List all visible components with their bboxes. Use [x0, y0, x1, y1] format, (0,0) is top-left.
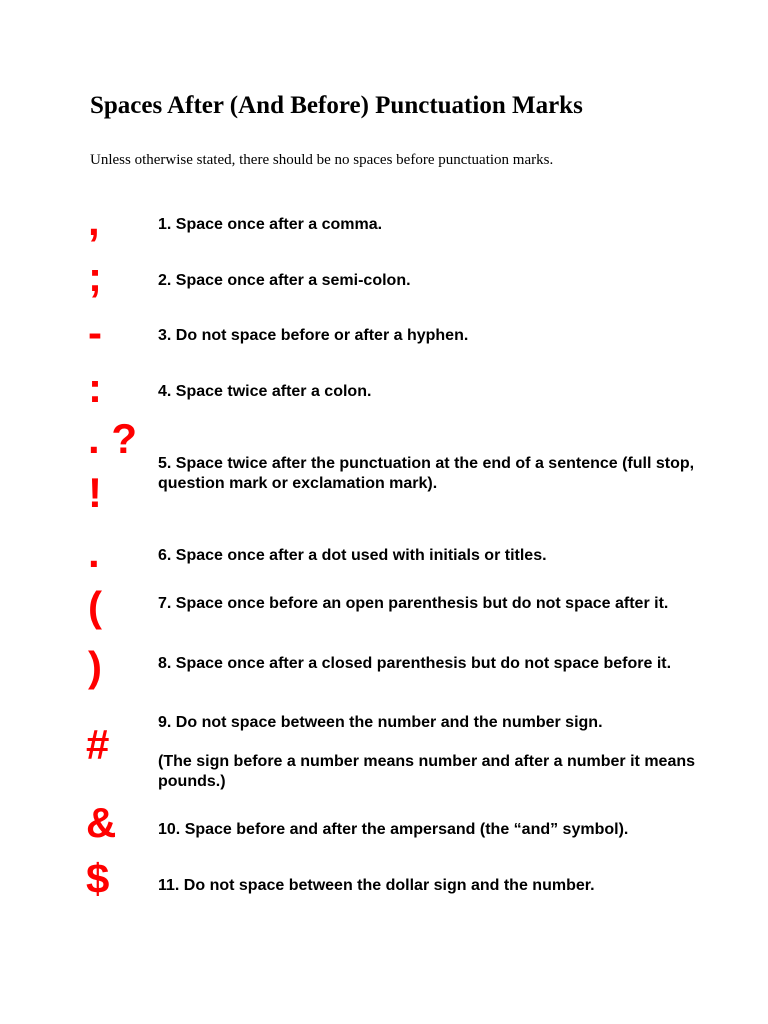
rule-2-text: 2. Space once after a semi-colon. — [158, 272, 411, 289]
dot-symbol: . — [88, 529, 100, 576]
number-sign-symbol: # — [86, 721, 110, 768]
exclamation-symbol: ! — [88, 469, 102, 516]
closed-parenthesis-symbol: ) — [88, 643, 102, 690]
rule-1-text: 1. Space once after a comma. — [158, 216, 383, 233]
rule-9-text: 9. Do not space between the number and the number sign. — [158, 714, 603, 731]
rule-9-note: (The sign before a number means number and after a number it means pounds.) — [158, 753, 696, 790]
semicolon-symbol: ; — [88, 253, 102, 300]
dollar-sign-symbol: $ — [86, 855, 110, 902]
rule-8-text: 8. Space once after a closed parenthesis but do not space before it. — [158, 655, 672, 672]
period-question-symbols: . ? — [88, 415, 137, 462]
rule-6-text: 6. Space once after a dot used with initials or titles. — [158, 547, 547, 564]
rule-7-text: 7. Space once before an open parenthesis but do not space after it. — [158, 595, 669, 612]
rule-4-text: 4. Space twice after a colon. — [158, 383, 372, 400]
colon-symbol: : — [88, 364, 102, 411]
ampersand-symbol: & — [86, 799, 117, 846]
page-title: Spaces After (And Before) Punctuation Marks — [90, 92, 583, 119]
intro-text: Unless otherwise stated, there should be no spaces before punctuation marks. — [90, 152, 554, 168]
rule-11-text: 11. Do not space between the dollar sign and the number. — [158, 877, 595, 894]
open-parenthesis-symbol: ( — [88, 583, 102, 630]
comma-symbol: , — [88, 197, 100, 244]
rule-10-text: 10. Space before and after the ampersand (the “and” symbol). — [158, 821, 629, 838]
rule-5-text: 5. Space twice after the punctuation at the end of a sentence (full stop, question mark or exclamation mark). — [158, 455, 695, 492]
rule-3-text: 3. Do not space before or after a hyphen. — [158, 327, 469, 344]
hyphen-symbol: - — [88, 309, 102, 356]
